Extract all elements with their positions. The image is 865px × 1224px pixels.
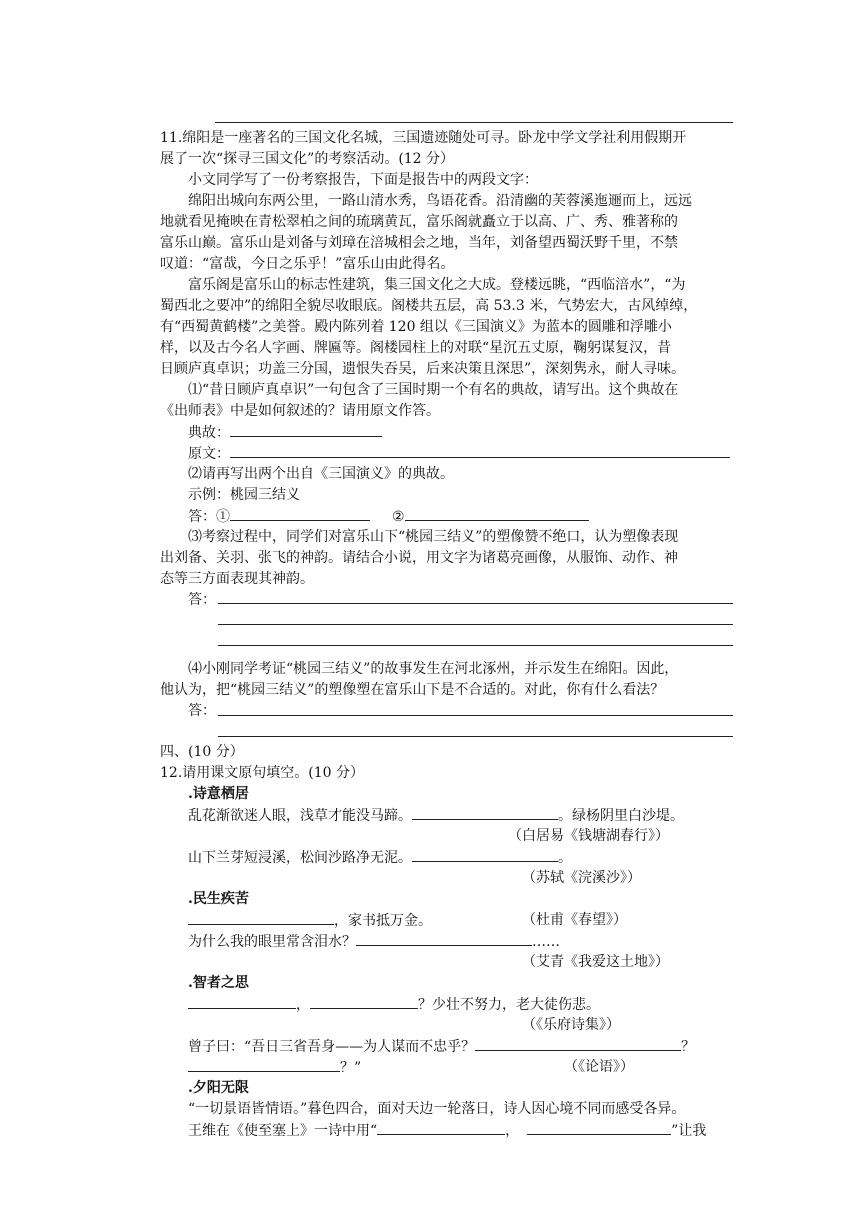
- group4-line2: [188, 1120, 706, 1141]
- group3-line1-end: ？少壮不努力，老大徒伤悲。: [418, 997, 600, 1013]
- group4-blank-1[interactable]: [377, 1120, 505, 1135]
- report-para2-line3: 有“西蜀黄鹤楼”之美誉。殿内陈列着 120 组以《三国演义》为蓝本的圆雕和浮雕小: [160, 319, 672, 335]
- sub4-answer-line-1[interactable]: [218, 715, 733, 716]
- report-para2-line2: 蜀西北之要冲”的绵阳全貌尽收眼底。阁楼共五层，高 53.3 米，气势宏大，古风绰绰，: [160, 298, 698, 314]
- group3-source1: （《乐府诗集》）: [522, 1017, 620, 1033]
- group2-blank-1[interactable]: [188, 910, 334, 925]
- group3-comma: ，: [296, 997, 310, 1013]
- group1-blank-1[interactable]: [412, 805, 558, 820]
- allusion-answer-1-blank[interactable]: [230, 506, 370, 521]
- group3-blank-2[interactable]: [310, 994, 418, 1009]
- sub4-answer-line-2[interactable]: [218, 736, 733, 737]
- allusion-row: [188, 422, 382, 443]
- sub2-example: 示例：桃园三结义: [188, 487, 300, 503]
- group1-line2: [188, 847, 572, 868]
- group1-line1: [188, 805, 684, 826]
- group3-line1: [188, 994, 600, 1015]
- allusion-label: 典故：: [188, 425, 230, 441]
- group4-line2-text: 王维在《使至塞上》一诗中用“: [188, 1123, 378, 1139]
- group3-question-mark: ？: [681, 1039, 696, 1055]
- original-label: 原文：: [188, 446, 230, 462]
- group1-line2-text: 山下兰芽短浸溪，松间沙路净无泥。: [188, 850, 412, 866]
- allusion-answer-2-blank[interactable]: [405, 506, 589, 521]
- group3-source2: （《论语》）: [564, 1059, 634, 1075]
- group2-line1-end: ，家书抵万金。: [334, 913, 432, 929]
- group1-source2: （苏轼《浣溪沙》）: [522, 870, 641, 886]
- group1-line2-end: 。: [558, 850, 572, 866]
- group3-line3-end: ？”: [340, 1060, 362, 1076]
- sub4-answer-label: 答：: [188, 703, 216, 719]
- sub3-line2: 出刘备、关羽、张飞的神韵。请结合小说，用文字为诸葛亮画像，从服饰、动作、神: [160, 550, 678, 566]
- top-answer-line: [215, 122, 733, 123]
- section4-heading: 四、(10 分）: [160, 744, 244, 760]
- group4-blank-2[interactable]: [527, 1120, 671, 1135]
- sub3-answer-line-3[interactable]: [218, 645, 733, 646]
- sub3-answer-label: 答：: [188, 592, 216, 608]
- report-para1-line1: 绵阳出城向东两公里，一路山清水秀，鸟语花香。沿清幽的芙蓉溪迤逦而上，远远: [188, 193, 692, 209]
- group2-line2-text: 为什么我的眼里常含泪水？: [188, 934, 356, 950]
- group4-line2-end: ”让我: [671, 1123, 707, 1139]
- sub4-line1: ⑷小刚同学考证“桃园三结义”的故事发生在河北涿州，并示发生在绵阳。因此，: [188, 661, 679, 677]
- group3-line3: [188, 1057, 361, 1078]
- report-para1-line4: 叹道：“富哉，今日之乐乎！”富乐山由此得名。: [160, 256, 455, 272]
- sub1-line2: 《出师表》中是如何叙述的？请用原文作答。: [160, 403, 440, 419]
- group2-line2-end: ……: [532, 934, 560, 950]
- group2-source2: （艾青《我爱这土地》）: [522, 954, 669, 970]
- group3-line2: [188, 1036, 695, 1057]
- group1-source1: （白居易《钱塘湖春行》）: [508, 828, 669, 844]
- q11-intro-line2: 展了一次“探寻三国文化”的考察活动。(12 分）: [160, 151, 455, 167]
- sub3-line1: ⑶考察过程中，同学们对富乐山下“桃园三结义”的塑像赞不绝口，认为塑像表现: [188, 529, 679, 545]
- sub1-line1: ⑴“昔日顾庐真卓识”一句包含了三国时期一个有名的典故，请写出。这个典故在: [188, 382, 679, 398]
- group1-line1-text: 乱花渐欲迷人眼，浅草才能没马蹄。: [188, 808, 412, 824]
- group4-title: .夕阳无限: [188, 1080, 249, 1096]
- group2-title: .民生疾苦: [188, 891, 249, 907]
- group3-blank-3[interactable]: [475, 1036, 681, 1051]
- group2-line1: [188, 910, 432, 931]
- allusion-blank[interactable]: [230, 422, 382, 437]
- answer-label-1: 答：①: [188, 509, 230, 525]
- original-text-blank[interactable]: [230, 443, 730, 458]
- group2-blank-2[interactable]: [356, 931, 532, 946]
- group2-line2: [188, 931, 560, 952]
- group4-comma: ，: [505, 1123, 520, 1139]
- sub3-answer-line-2[interactable]: [218, 624, 733, 625]
- sub3-line3: 态等三方面表现其神韵。: [160, 571, 314, 587]
- q11-intro-line1: 11.绵阳是一座著名的三国文化名城，三国遗迹随处可寻。卧龙中学文学社利用假期开: [160, 130, 687, 146]
- report-para2-line5: 日顾庐真卓识；功盖三分国，遗恨失吞吴，后来决策且深思”，深刻隽永，耐人寻味。: [160, 361, 686, 377]
- q11-lead: 小文同学写了一份考察报告，下面是报告中的两段文字：: [188, 172, 538, 188]
- circle-2-label: ②: [392, 509, 405, 525]
- sub2-answer-row: [188, 506, 589, 527]
- sub2-question: ⑵请再写出两个出自《三国演义》的典故。: [188, 466, 454, 482]
- sub4-line2: 他认为，把“桃园三结义”的塑像塑在富乐山下是不合适的。对此，你有什么看法？: [160, 682, 665, 698]
- group3-blank-1[interactable]: [188, 994, 296, 1009]
- q12-question: 12.请用课文原句填空。(10 分）: [160, 765, 364, 781]
- group3-title: .智者之思: [188, 975, 249, 991]
- original-row: [188, 443, 730, 464]
- group1-blank-2[interactable]: [412, 847, 558, 862]
- group3-line2-text: 曾子曰：“吾日三省吾身——为人谋而不忠乎？: [188, 1039, 476, 1055]
- group4-line1: “一切景语皆情语。”暮色四合，面对天边一轮落日，诗人因心境不同而感受各异。: [188, 1101, 686, 1117]
- group1-line1-end: 。绿杨阴里白沙堤。: [558, 808, 684, 824]
- report-para2-line1: 富乐阁是富乐山的标志性建筑，集三国文化之大成。登楼远眺，“西临涪水”，“为: [188, 277, 686, 293]
- report-para2-line4: 样，以及古今名人字画、牌匾等。阁楼园柱上的对联“星沉五丈原，鞠躬谋复汉，昔: [160, 340, 672, 356]
- report-para1-line2: 地就看见掩映在青松翠柏之间的琉璃黄瓦，富乐阁就矗立于以高、广、秀、雅著称的: [160, 214, 678, 230]
- sub3-answer-line-1[interactable]: [218, 603, 733, 604]
- report-para1-line3: 富乐山巅。富乐山是刘备与刘璋在涪城相会之地，当年，刘备望西蜀沃野千里，不禁: [160, 235, 678, 251]
- group1-title: .诗意栖居: [188, 786, 249, 802]
- group3-blank-4[interactable]: [188, 1057, 340, 1072]
- group2-source1: （杜甫《春望》）: [522, 912, 627, 928]
